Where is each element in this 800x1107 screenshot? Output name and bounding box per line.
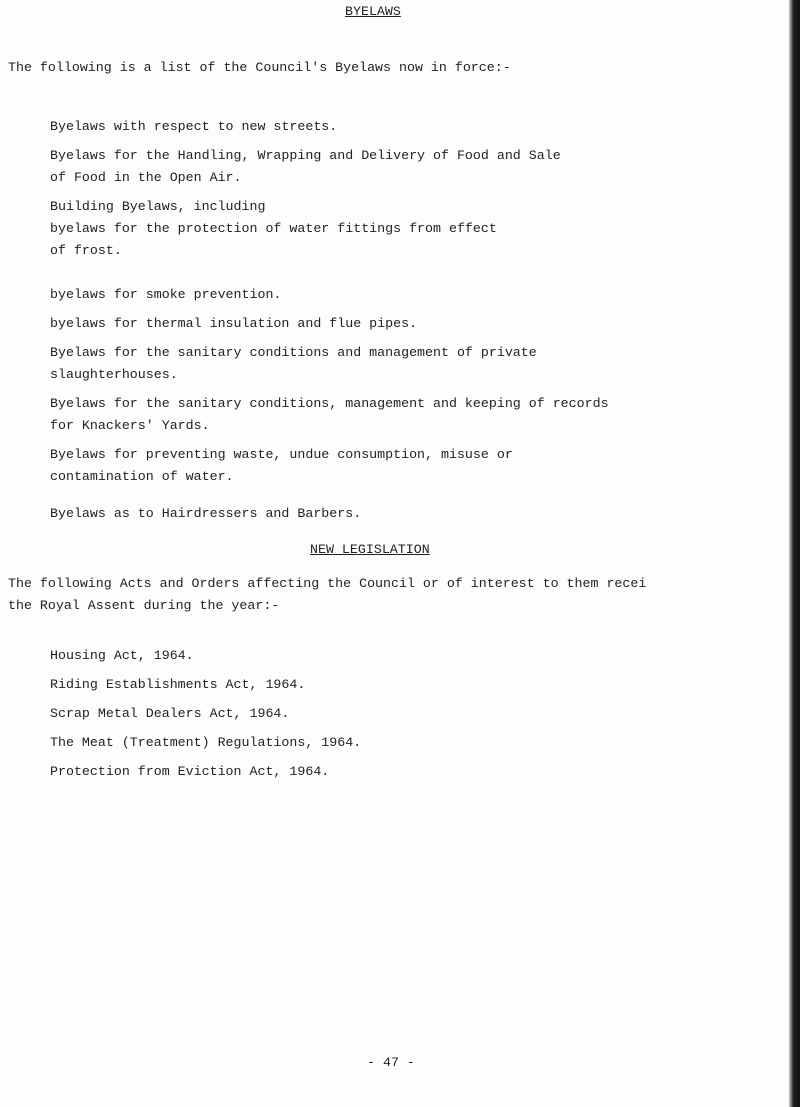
page-edge-shadow — [789, 0, 800, 1107]
act-item: Housing Act, 1964. — [50, 648, 194, 663]
legislation-heading: NEW LEGISLATION — [310, 542, 430, 557]
byelaw-line: Byelaws for the sanitary conditions and management of private — [50, 345, 537, 360]
act-item: Protection from Eviction Act, 1964. — [50, 764, 330, 779]
byelaw-line: of frost. — [50, 243, 122, 258]
byelaw-line: Byelaws for the Handling, Wrapping and Delivery of Food and Sale — [50, 148, 561, 163]
page-number: - 47 - — [367, 1055, 415, 1070]
byelaw-line: Byelaws with respect to new streets. — [50, 119, 338, 134]
legislation-intro: the Royal Assent during the year:- — [8, 598, 280, 613]
act-item: The Meat (Treatment) Regulations, 1964. — [50, 735, 362, 750]
byelaw-line: byelaws for the protection of water fittings from effect — [50, 221, 497, 236]
byelaw-line: byelaws for smoke prevention. — [50, 287, 282, 302]
byelaw-line: Byelaws as to Hairdressers and Barbers. — [50, 506, 362, 521]
byelaw-line: for Knackers' Yards. — [50, 418, 210, 433]
act-item: Scrap Metal Dealers Act, 1964. — [50, 706, 290, 721]
act-item: Riding Establishments Act, 1964. — [50, 677, 306, 692]
byelaw-line: Building Byelaws, including — [50, 199, 266, 214]
byelaw-line: contamination of water. — [50, 469, 234, 484]
intro-text: The following is a list of the Council's Byelaws now in force:- — [8, 60, 511, 75]
legislation-intro: The following Acts and Orders affecting the Council or of interest to them recei — [8, 576, 647, 591]
byelaw-line: of Food in the Open Air. — [50, 170, 242, 185]
page-title: BYELAWS — [345, 4, 401, 19]
byelaw-line: Byelaws for the sanitary conditions, management and keeping of records — [50, 396, 609, 411]
byelaw-line: Byelaws for preventing waste, undue consumption, misuse or — [50, 447, 513, 462]
byelaw-line: slaughterhouses. — [50, 367, 178, 382]
byelaw-line: byelaws for thermal insulation and flue pipes. — [50, 316, 418, 331]
